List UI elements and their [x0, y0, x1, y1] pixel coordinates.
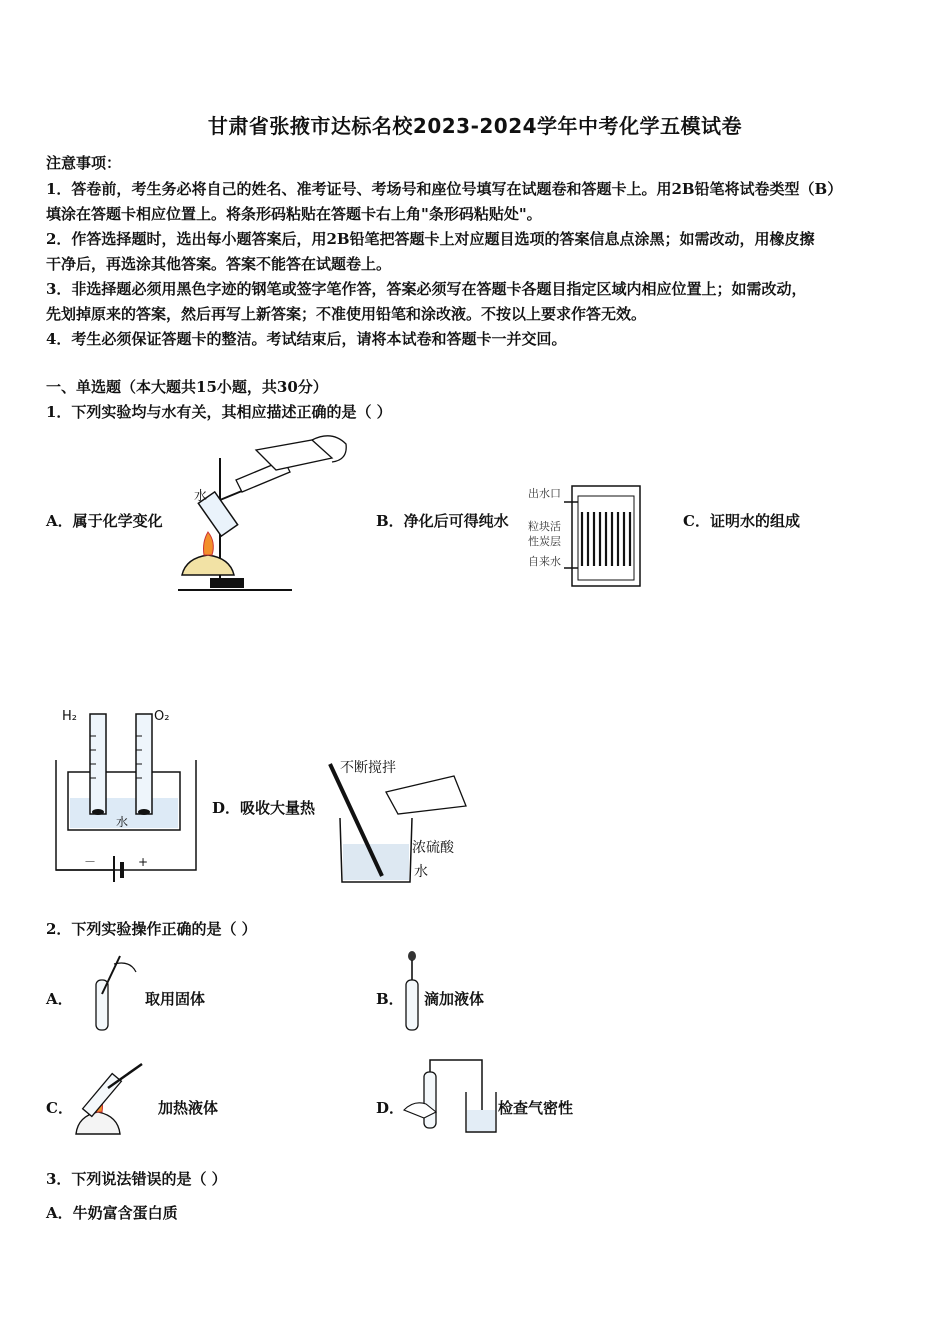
h2-label: H₂: [62, 709, 77, 724]
notice-line: 1．答卷前，考生务必将自己的姓名、准考证号、考场号和座位号填写在试题卷和答题卡上。用2B铅笔将试卷类型（B）: [46, 180, 843, 198]
dilution-figure: [322, 758, 482, 888]
water-purifier-figure: [528, 482, 646, 590]
take-solid-figure: [70, 950, 142, 1034]
stir-label: 不断搅拌: [340, 760, 396, 776]
notice-heading: 注意事项：: [46, 154, 122, 172]
carbon-label-1: 粒块活: [528, 520, 561, 533]
dropper-figure: [400, 950, 424, 1034]
q3-option-a: A．牛奶富含蛋白质: [46, 1204, 178, 1222]
boiling-water-figure: [172, 430, 352, 594]
q2-option-b-letter: B．: [376, 990, 404, 1008]
notice-line: 干净后，再选涂其他答案。答案不能答在试题卷上。: [46, 255, 392, 273]
minus-label: －: [84, 855, 97, 869]
o2-label: O₂: [154, 709, 170, 724]
q2-option-c-text: 加热液体: [158, 1099, 219, 1117]
acid-label: 浓硫酸: [412, 840, 454, 856]
electrolysis-figure: [50, 702, 200, 884]
q2-option-a-text: 取用固体: [145, 990, 206, 1008]
q2-option-b-text: 滴加液体: [424, 990, 485, 1008]
q2-option-d-text: 检查气密性: [498, 1099, 574, 1117]
notice-line: 先划掉原来的答案，然后再写上新答案；不准使用铅笔和涂改液。不按以上要求作答无效。: [46, 305, 647, 323]
q2-option-a-letter: A．: [46, 990, 73, 1008]
inlet-label: 自来水: [528, 555, 561, 568]
question-1-stem: 1．下列实验均与水有关，其相应描述正确的是（ ）: [46, 403, 392, 421]
q2-option-d-letter: D．: [376, 1099, 405, 1117]
airtightness-figure: [400, 1052, 498, 1136]
notice-line: 填涂在答题卡相应位置上。将条形码粘贴在答题卡右上角"条形码粘贴处"。: [46, 205, 542, 223]
notice-line: 2．作答选择题时，选出每小题答案后，用2B铅笔把答题卡上对应题目选项的答案信息点涂黑；如需改动，用橡皮擦: [46, 230, 815, 248]
question-2-stem: 2．下列实验操作正确的是（ ）: [46, 920, 257, 938]
q2-option-c-letter: C．: [46, 1099, 73, 1117]
section-heading: 一、单选题（本大题共15小题，共30分）: [46, 378, 328, 396]
notice-line: 4．考生必须保证答题卡的整洁。考试结束后，请将本试卷和答题卡一并交回。: [46, 330, 567, 348]
page-title: 甘肃省张掖市达标名校2023-2024学年中考化学五模试卷: [207, 114, 743, 138]
heat-liquid-figure: [72, 1058, 158, 1138]
q1-option-d: D．吸收大量热: [212, 799, 316, 817]
q1-option-a: A．属于化学变化: [46, 512, 163, 530]
outlet-label: 出水口: [528, 487, 561, 500]
carbon-label-2: 性炭层: [528, 535, 561, 548]
notice-line: 3．非选择题必须用黑色字迹的钢笔或签字笔作答，答案必须写在答题卡各题目指定区域内相应位置上；如需改动，: [46, 280, 807, 298]
water-label: 水: [116, 815, 129, 829]
water-label: 水: [194, 489, 208, 504]
q1-option-c: C．证明水的组成: [683, 512, 800, 530]
water-label: 水: [414, 864, 428, 880]
plus-label: +: [138, 855, 149, 869]
question-3-stem: 3．下列说法错误的是（ ）: [46, 1170, 227, 1188]
q1-option-b: B．净化后可得纯水: [376, 512, 509, 530]
